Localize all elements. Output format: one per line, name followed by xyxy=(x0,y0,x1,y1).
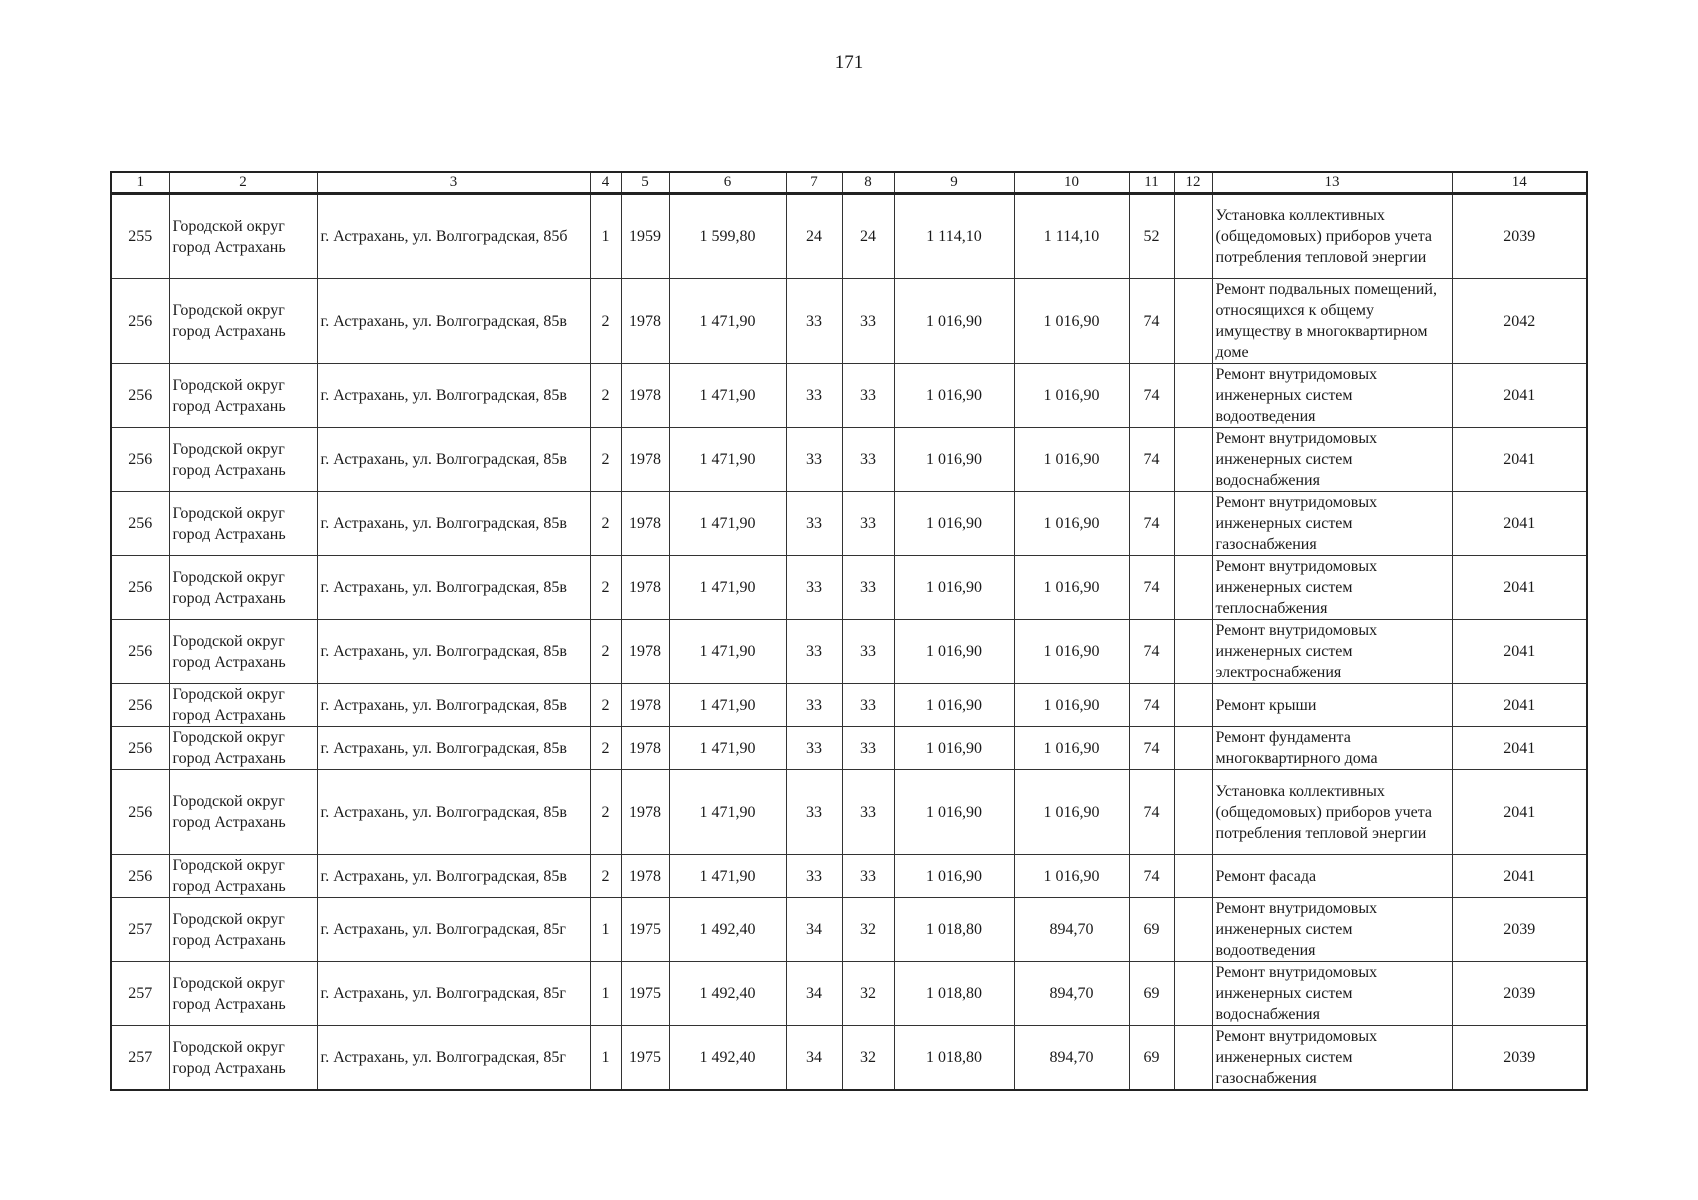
private-area-cell: 1 016,90 xyxy=(1014,364,1129,428)
total-area-cell: 1 471,90 xyxy=(669,727,786,770)
apartments-residential-cell: 33 xyxy=(842,855,894,898)
apartments-residential-cell: 24 xyxy=(842,194,894,279)
row-number-cell: 256 xyxy=(111,770,169,855)
building-index-cell: 2 xyxy=(590,855,621,898)
address-cell: г. Астрахань, ул. Волгоградская, 85г xyxy=(317,962,590,1026)
planned-year-cell: 2039 xyxy=(1452,962,1587,1026)
residents-cell: 52 xyxy=(1129,194,1174,279)
apartments-total-cell: 34 xyxy=(786,898,842,962)
private-area-cell: 1 016,90 xyxy=(1014,428,1129,492)
building-index-cell: 1 xyxy=(590,898,621,962)
apartments-total-cell: 33 xyxy=(786,727,842,770)
planned-year-cell: 2041 xyxy=(1452,364,1587,428)
work-type-cell: Ремонт внутридомовых инженерных систем теплоснабжения xyxy=(1212,556,1452,620)
building-index-cell: 2 xyxy=(590,279,621,364)
apartments-residential-cell: 33 xyxy=(842,770,894,855)
total-area-cell: 1 471,90 xyxy=(669,556,786,620)
address-cell: г. Астрахань, ул. Волгоградская, 85в xyxy=(317,492,590,556)
column-header: 14 xyxy=(1452,172,1587,194)
empty-cell-cell xyxy=(1174,279,1212,364)
planned-year-cell: 2041 xyxy=(1452,727,1587,770)
apartments-total-cell: 24 xyxy=(786,194,842,279)
address-cell: г. Астрахань, ул. Волгоградская, 85в xyxy=(317,556,590,620)
planned-year-cell: 2041 xyxy=(1452,556,1587,620)
planned-year-cell: 2039 xyxy=(1452,1026,1587,1091)
private-area-cell: 1 016,90 xyxy=(1014,684,1129,727)
work-type-cell: Ремонт внутридомовых инженерных систем электроснабжения xyxy=(1212,620,1452,684)
apartments-residential-cell: 33 xyxy=(842,279,894,364)
building-index-cell: 1 xyxy=(590,962,621,1026)
private-area-cell: 1 016,90 xyxy=(1014,727,1129,770)
column-header: 3 xyxy=(317,172,590,194)
work-type-cell: Ремонт внутридомовых инженерных систем водоотведения xyxy=(1212,364,1452,428)
municipality-cell: Городской округ город Астрахань xyxy=(169,279,317,364)
column-header: 9 xyxy=(894,172,1014,194)
column-header: 6 xyxy=(669,172,786,194)
planned-year-cell: 2041 xyxy=(1452,684,1587,727)
building-index-cell: 2 xyxy=(590,684,621,727)
year-built-cell: 1978 xyxy=(621,279,669,364)
table-row xyxy=(111,1026,1587,1091)
planned-year-cell: 2039 xyxy=(1452,898,1587,962)
row-number-cell: 257 xyxy=(111,1026,169,1091)
column-header: 7 xyxy=(786,172,842,194)
work-type-cell: Ремонт внутридомовых инженерных систем водоотведения xyxy=(1212,898,1452,962)
residents-cell: 74 xyxy=(1129,770,1174,855)
total-area-cell: 1 471,90 xyxy=(669,279,786,364)
table-row xyxy=(111,556,1587,620)
municipality-cell: Городской округ город Астрахань xyxy=(169,684,317,727)
municipality-cell: Городской округ город Астрахань xyxy=(169,770,317,855)
column-header: 13 xyxy=(1212,172,1452,194)
planned-year-cell: 2041 xyxy=(1452,620,1587,684)
apartments-total-cell: 34 xyxy=(786,1026,842,1091)
residents-cell: 74 xyxy=(1129,855,1174,898)
building-index-cell: 2 xyxy=(590,556,621,620)
apartments-residential-cell: 32 xyxy=(842,1026,894,1091)
empty-cell-cell xyxy=(1174,428,1212,492)
address-cell: г. Астрахань, ул. Волгоградская, 85в xyxy=(317,727,590,770)
total-area-cell: 1 599,80 xyxy=(669,194,786,279)
year-built-cell: 1978 xyxy=(621,620,669,684)
total-area-cell: 1 492,40 xyxy=(669,962,786,1026)
empty-cell-cell xyxy=(1174,684,1212,727)
residential-area-cell: 1 016,90 xyxy=(894,620,1014,684)
registry-body xyxy=(111,194,1587,1091)
year-built-cell: 1978 xyxy=(621,770,669,855)
residents-cell: 69 xyxy=(1129,898,1174,962)
work-type-cell: Ремонт внутридомовых инженерных систем водоснабжения xyxy=(1212,962,1452,1026)
municipality-cell: Городской округ город Астрахань xyxy=(169,898,317,962)
private-area-cell: 1 016,90 xyxy=(1014,855,1129,898)
apartments-residential-cell: 33 xyxy=(842,620,894,684)
residential-area-cell: 1 016,90 xyxy=(894,684,1014,727)
private-area-cell: 1 016,90 xyxy=(1014,279,1129,364)
private-area-cell: 1 016,90 xyxy=(1014,492,1129,556)
apartments-residential-cell: 33 xyxy=(842,684,894,727)
empty-cell-cell xyxy=(1174,727,1212,770)
table-row xyxy=(111,194,1587,279)
table-row xyxy=(111,620,1587,684)
column-header: 10 xyxy=(1014,172,1129,194)
private-area-cell: 894,70 xyxy=(1014,962,1129,1026)
private-area-cell: 1 016,90 xyxy=(1014,770,1129,855)
apartments-total-cell: 33 xyxy=(786,855,842,898)
year-built-cell: 1975 xyxy=(621,898,669,962)
row-number-cell: 255 xyxy=(111,194,169,279)
row-number-cell: 256 xyxy=(111,364,169,428)
residents-cell: 69 xyxy=(1129,1026,1174,1091)
planned-year-cell: 2041 xyxy=(1452,770,1587,855)
year-built-cell: 1978 xyxy=(621,492,669,556)
apartments-residential-cell: 32 xyxy=(842,898,894,962)
row-number-cell: 256 xyxy=(111,556,169,620)
total-area-cell: 1 471,90 xyxy=(669,684,786,727)
municipality-cell: Городской округ город Астрахань xyxy=(169,855,317,898)
column-header: 11 xyxy=(1129,172,1174,194)
apartments-residential-cell: 33 xyxy=(842,428,894,492)
table-row xyxy=(111,727,1587,770)
column-header: 8 xyxy=(842,172,894,194)
year-built-cell: 1978 xyxy=(621,556,669,620)
housing-registry-table xyxy=(110,171,1588,1091)
empty-cell-cell xyxy=(1174,364,1212,428)
planned-year-cell: 2042 xyxy=(1452,279,1587,364)
work-type-cell: Ремонт внутридомовых инженерных систем водоснабжения xyxy=(1212,428,1452,492)
empty-cell-cell xyxy=(1174,620,1212,684)
apartments-residential-cell: 32 xyxy=(842,962,894,1026)
apartments-residential-cell: 33 xyxy=(842,727,894,770)
residents-cell: 74 xyxy=(1129,492,1174,556)
address-cell: г. Астрахань, ул. Волгоградская, 85б xyxy=(317,194,590,279)
address-cell: г. Астрахань, ул. Волгоградская, 85в xyxy=(317,364,590,428)
year-built-cell: 1978 xyxy=(621,364,669,428)
address-cell: г. Астрахань, ул. Волгоградская, 85г xyxy=(317,1026,590,1091)
planned-year-cell: 2041 xyxy=(1452,855,1587,898)
total-area-cell: 1 471,90 xyxy=(669,770,786,855)
planned-year-cell: 2041 xyxy=(1452,428,1587,492)
address-cell: г. Астрахань, ул. Волгоградская, 85в xyxy=(317,855,590,898)
work-type-cell: Ремонт фасада xyxy=(1212,855,1452,898)
apartments-total-cell: 33 xyxy=(786,364,842,428)
apartments-residential-cell: 33 xyxy=(842,364,894,428)
year-built-cell: 1978 xyxy=(621,855,669,898)
empty-cell-cell xyxy=(1174,962,1212,1026)
address-cell: г. Астрахань, ул. Волгоградская, 85в xyxy=(317,428,590,492)
row-number-cell: 256 xyxy=(111,620,169,684)
apartments-total-cell: 33 xyxy=(786,684,842,727)
page-number: 171 xyxy=(834,52,864,73)
row-number-cell: 256 xyxy=(111,727,169,770)
municipality-cell: Городской округ город Астрахань xyxy=(169,1026,317,1091)
year-built-cell: 1975 xyxy=(621,962,669,1026)
year-built-cell: 1959 xyxy=(621,194,669,279)
residential-area-cell: 1 018,80 xyxy=(894,962,1014,1026)
address-cell: г. Астрахань, ул. Волгоградская, 85в xyxy=(317,684,590,727)
residential-area-cell: 1 016,90 xyxy=(894,364,1014,428)
table-row xyxy=(111,364,1587,428)
table-row xyxy=(111,855,1587,898)
building-index-cell: 2 xyxy=(590,620,621,684)
apartments-total-cell: 33 xyxy=(786,428,842,492)
empty-cell-cell xyxy=(1174,1026,1212,1091)
residential-area-cell: 1 018,80 xyxy=(894,898,1014,962)
empty-cell-cell xyxy=(1174,898,1212,962)
empty-cell-cell xyxy=(1174,194,1212,279)
column-header: 5 xyxy=(621,172,669,194)
residential-area-cell: 1 016,90 xyxy=(894,855,1014,898)
private-area-cell: 1 114,10 xyxy=(1014,194,1129,279)
building-index-cell: 1 xyxy=(590,194,621,279)
municipality-cell: Городской округ город Астрахань xyxy=(169,194,317,279)
year-built-cell: 1975 xyxy=(621,1026,669,1091)
empty-cell-cell xyxy=(1174,855,1212,898)
residents-cell: 74 xyxy=(1129,727,1174,770)
residential-area-cell: 1 016,90 xyxy=(894,727,1014,770)
building-index-cell: 1 xyxy=(590,1026,621,1091)
total-area-cell: 1 471,90 xyxy=(669,492,786,556)
work-type-cell: Ремонт подвальных помещений, относящихся к общему имуществу в многоквартирном доме xyxy=(1212,279,1452,364)
total-area-cell: 1 471,90 xyxy=(669,855,786,898)
year-built-cell: 1978 xyxy=(621,684,669,727)
column-header: 4 xyxy=(590,172,621,194)
apartments-residential-cell: 33 xyxy=(842,556,894,620)
building-index-cell: 2 xyxy=(590,492,621,556)
work-type-cell: Ремонт фундамента многоквартирного дома xyxy=(1212,727,1452,770)
apartments-total-cell: 33 xyxy=(786,279,842,364)
apartments-total-cell: 34 xyxy=(786,962,842,1026)
residential-area-cell: 1 016,90 xyxy=(894,428,1014,492)
private-area-cell: 1 016,90 xyxy=(1014,556,1129,620)
apartments-total-cell: 33 xyxy=(786,770,842,855)
row-number-cell: 256 xyxy=(111,855,169,898)
column-header: 12 xyxy=(1174,172,1212,194)
work-type-cell: Установка коллективных (общедомовых) приборов учета потребления тепловой энергии xyxy=(1212,194,1452,279)
table-row xyxy=(111,428,1587,492)
private-area-cell: 894,70 xyxy=(1014,898,1129,962)
table-row xyxy=(111,962,1587,1026)
total-area-cell: 1 471,90 xyxy=(669,364,786,428)
address-cell: г. Астрахань, ул. Волгоградская, 85г xyxy=(317,898,590,962)
residential-area-cell: 1 114,10 xyxy=(894,194,1014,279)
column-number-header-row xyxy=(111,172,1587,194)
residents-cell: 74 xyxy=(1129,620,1174,684)
planned-year-cell: 2039 xyxy=(1452,194,1587,279)
table-row xyxy=(111,279,1587,364)
year-built-cell: 1978 xyxy=(621,727,669,770)
apartments-residential-cell: 33 xyxy=(842,492,894,556)
municipality-cell: Городской округ город Астрахань xyxy=(169,727,317,770)
residents-cell: 74 xyxy=(1129,428,1174,492)
planned-year-cell: 2041 xyxy=(1452,492,1587,556)
residents-cell: 74 xyxy=(1129,556,1174,620)
table-row xyxy=(111,770,1587,855)
total-area-cell: 1 471,90 xyxy=(669,620,786,684)
building-index-cell: 2 xyxy=(590,770,621,855)
residents-cell: 69 xyxy=(1129,962,1174,1026)
row-number-cell: 257 xyxy=(111,898,169,962)
column-header: 2 xyxy=(169,172,317,194)
address-cell: г. Астрахань, ул. Волгоградская, 85в xyxy=(317,279,590,364)
municipality-cell: Городской округ город Астрахань xyxy=(169,556,317,620)
column-header: 1 xyxy=(111,172,169,194)
work-type-cell: Установка коллективных (общедомовых) приборов учета потребления тепловой энергии xyxy=(1212,770,1452,855)
address-cell: г. Астрахань, ул. Волгоградская, 85в xyxy=(317,770,590,855)
work-type-cell: Ремонт внутридомовых инженерных систем газоснабжения xyxy=(1212,1026,1452,1091)
row-number-cell: 256 xyxy=(111,684,169,727)
residents-cell: 74 xyxy=(1129,279,1174,364)
table-row xyxy=(111,898,1587,962)
total-area-cell: 1 492,40 xyxy=(669,898,786,962)
row-number-cell: 256 xyxy=(111,428,169,492)
municipality-cell: Городской округ город Астрахань xyxy=(169,492,317,556)
total-area-cell: 1 471,90 xyxy=(669,428,786,492)
building-index-cell: 2 xyxy=(590,428,621,492)
work-type-cell: Ремонт внутридомовых инженерных систем газоснабжения xyxy=(1212,492,1452,556)
table-row xyxy=(111,492,1587,556)
apartments-total-cell: 33 xyxy=(786,492,842,556)
municipality-cell: Городской округ город Астрахань xyxy=(169,428,317,492)
private-area-cell: 1 016,90 xyxy=(1014,620,1129,684)
residential-area-cell: 1 018,80 xyxy=(894,1026,1014,1091)
row-number-cell: 257 xyxy=(111,962,169,1026)
municipality-cell: Городской округ город Астрахань xyxy=(169,364,317,428)
residential-area-cell: 1 016,90 xyxy=(894,770,1014,855)
building-index-cell: 2 xyxy=(590,727,621,770)
total-area-cell: 1 492,40 xyxy=(669,1026,786,1091)
table-row xyxy=(111,684,1587,727)
year-built-cell: 1978 xyxy=(621,428,669,492)
address-cell: г. Астрахань, ул. Волгоградская, 85в xyxy=(317,620,590,684)
municipality-cell: Городской округ город Астрахань xyxy=(169,962,317,1026)
residents-cell: 74 xyxy=(1129,684,1174,727)
residential-area-cell: 1 016,90 xyxy=(894,556,1014,620)
empty-cell-cell xyxy=(1174,556,1212,620)
row-number-cell: 256 xyxy=(111,492,169,556)
residential-area-cell: 1 016,90 xyxy=(894,492,1014,556)
municipality-cell: Городской округ город Астрахань xyxy=(169,620,317,684)
row-number-cell: 256 xyxy=(111,279,169,364)
empty-cell-cell xyxy=(1174,770,1212,855)
private-area-cell: 894,70 xyxy=(1014,1026,1129,1091)
residents-cell: 74 xyxy=(1129,364,1174,428)
building-index-cell: 2 xyxy=(590,364,621,428)
apartments-total-cell: 33 xyxy=(786,620,842,684)
empty-cell-cell xyxy=(1174,492,1212,556)
residential-area-cell: 1 016,90 xyxy=(894,279,1014,364)
work-type-cell: Ремонт крыши xyxy=(1212,684,1452,727)
apartments-total-cell: 33 xyxy=(786,556,842,620)
